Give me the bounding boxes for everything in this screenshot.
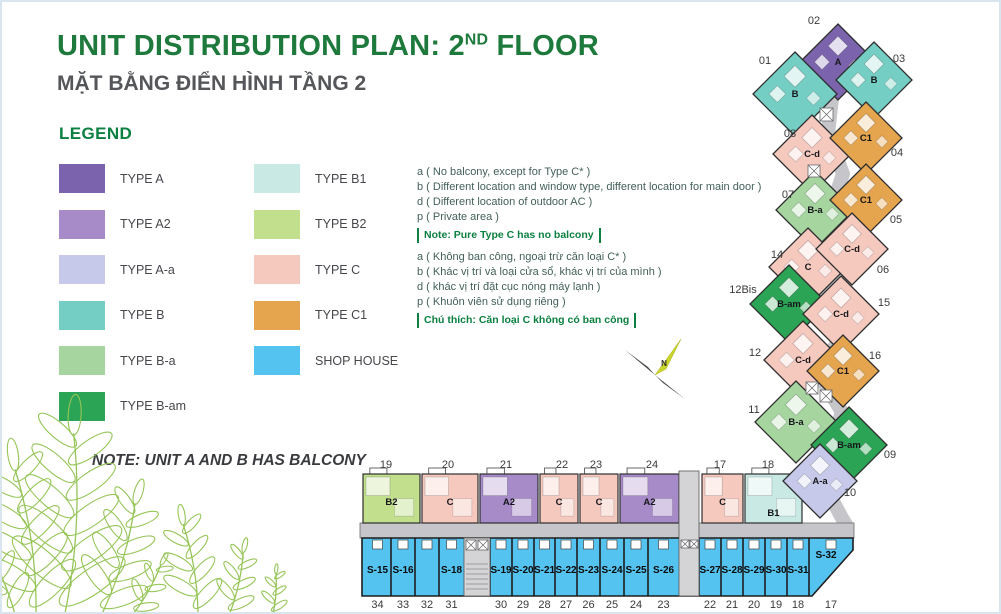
- unit-number: 14: [770, 249, 784, 261]
- row-unit: [480, 459, 538, 523]
- grid-number: 24: [629, 599, 643, 611]
- compass-north-icon: [625, 339, 685, 401]
- unit-type-label: C1: [859, 195, 873, 206]
- unit-type-label: B-a: [788, 417, 804, 428]
- site-plan-drawing: [2, 2, 1001, 614]
- note-line: p ( Private area ): [417, 211, 499, 223]
- tower-block: [729, 15, 912, 518]
- unit-type-label: C1: [836, 366, 850, 377]
- unit-number: 19: [379, 459, 393, 471]
- grid-number: 19: [769, 599, 783, 611]
- legend-label: TYPE C: [315, 262, 361, 277]
- elevator-shaft-icon: [466, 540, 476, 550]
- grid-number: 26: [582, 599, 595, 611]
- unit-type-label: B1: [767, 508, 780, 519]
- elevator-shaft-icon: [806, 382, 818, 394]
- unit-number: 02: [807, 15, 821, 27]
- grid-number: 31: [445, 599, 458, 611]
- grid-number: 20: [747, 599, 761, 611]
- unit-number: 20: [441, 459, 455, 471]
- unit-type-label: C: [804, 262, 812, 273]
- elevator-shaft-icon: [478, 540, 488, 550]
- grid-number: 29: [516, 599, 530, 611]
- unit-number: 03: [892, 53, 906, 65]
- grid-number: 27: [559, 599, 573, 611]
- elevator-shaft-icon: [681, 540, 689, 548]
- grid-number: 23: [657, 599, 670, 611]
- unit-number: 24: [645, 459, 659, 471]
- grid-number: 34: [371, 599, 384, 611]
- shop-label: S-27: [699, 565, 721, 576]
- unit-type-label: A2: [643, 497, 656, 508]
- legend-label: SHOP HOUSE: [315, 353, 399, 368]
- note-line: d ( khác vị trí đặt cục nóng máy lạnh ): [417, 281, 601, 293]
- grid-number: 30: [494, 599, 508, 611]
- unit-number: 11: [748, 404, 760, 416]
- unit-type-label: A2: [502, 497, 516, 508]
- unit-number: 17: [713, 459, 727, 471]
- grid-number: 32: [420, 599, 434, 611]
- unit-type-label: B2: [385, 497, 398, 508]
- unit-number: 05: [889, 214, 903, 226]
- elevator-shaft-icon: [808, 165, 820, 177]
- note-line: b ( Different location and window type, different location for main door ): [417, 181, 762, 193]
- unit-type-label: B-am: [837, 440, 861, 451]
- unit-number: 04: [890, 147, 904, 159]
- legend-label: TYPE A2: [120, 217, 171, 231]
- shop-label: S-25: [625, 565, 647, 576]
- shop-label: S-21: [533, 565, 556, 576]
- unit-type-label: C: [719, 497, 726, 508]
- unit-number: 08: [783, 128, 797, 140]
- unit-type-label: C: [595, 497, 603, 508]
- elevator-shaft-icon: [820, 390, 832, 402]
- unit-type-label: C: [446, 497, 454, 508]
- unit-type-label: C-d: [844, 244, 860, 255]
- foliage-decoration: [2, 394, 289, 614]
- unit-number: 07: [781, 189, 795, 201]
- unit-number: 09: [883, 449, 897, 461]
- note-line: d ( Different location of outdoor AC ): [417, 196, 593, 208]
- row-unit: [540, 459, 578, 523]
- page-title-text: UNIT DISTRIBUTION PLAN: 2: [57, 30, 465, 62]
- unit-type-label: B: [870, 75, 878, 86]
- unit-type-label: B-a: [807, 205, 823, 216]
- legend-label: TYPE B: [120, 308, 165, 322]
- unit-number: 23: [589, 459, 603, 471]
- legend-label: TYPE C1: [315, 308, 368, 322]
- row-unit: [580, 459, 618, 523]
- elevator-core: [679, 471, 699, 596]
- unit-type-label: C-d: [833, 309, 849, 320]
- note-line: a ( No balcony, except for Type C* ): [417, 166, 591, 178]
- shop-label: S-28: [721, 565, 743, 576]
- shop-label: S-26: [652, 565, 675, 576]
- unit-number: 01: [758, 55, 772, 67]
- unit-number: 10: [843, 487, 857, 499]
- elevator-shaft-icon: [820, 108, 833, 121]
- unit-number: 12: [748, 347, 762, 359]
- grid-number: 28: [538, 599, 551, 611]
- page-title-ordinal: ND: [464, 31, 489, 49]
- unit-type-label: B-am: [777, 299, 801, 310]
- shop-label: S-23: [577, 565, 600, 576]
- row-unit: [702, 459, 743, 523]
- shop-label: S-20: [512, 565, 534, 576]
- unit-number: 22: [555, 459, 569, 471]
- legend-label: TYPE B2: [315, 217, 367, 231]
- unit-number: 12Bis: [729, 284, 757, 296]
- note-highlight: Note: Pure Type C has no balcony: [417, 228, 601, 243]
- legend-label: TYPE B-am: [120, 399, 186, 413]
- unit-number: 06: [876, 264, 890, 276]
- shop-label: S-30: [765, 565, 787, 576]
- unit-type-label: A: [834, 57, 842, 68]
- shop-label: S-16: [392, 565, 414, 576]
- unit-number: 18: [761, 459, 775, 471]
- legend-label: TYPE A: [120, 171, 164, 186]
- page-subtitle: MẶT BẰNG ĐIỂN HÌNH TẦNG 2: [57, 72, 367, 95]
- legend-title: LEGEND: [59, 124, 133, 143]
- grid-number: 21: [725, 599, 739, 611]
- unit-type-label: B: [791, 89, 799, 100]
- grid-number: 17: [824, 599, 838, 611]
- grid-number: 22: [703, 599, 717, 611]
- note-line: a ( Không ban công, ngoại trừ căn loại C* ): [417, 251, 627, 263]
- page-title-suffix: FLOOR: [488, 30, 599, 62]
- row-unit: [363, 459, 420, 523]
- unit-type-label: A-a: [812, 476, 828, 487]
- row-unit: [422, 459, 478, 523]
- shop-label: S-15: [366, 565, 389, 576]
- shop-label: S-31: [787, 565, 809, 576]
- legend-label: TYPE B-a: [120, 353, 176, 368]
- shop-label: S-18: [440, 565, 463, 576]
- row-unit: [620, 459, 679, 523]
- unit-number: 21: [499, 459, 513, 471]
- legend-label: TYPE B1: [315, 171, 367, 186]
- unit-type-label: C: [555, 497, 563, 508]
- unit-number: 16: [868, 350, 882, 362]
- note-line: b ( Khác vị trí và loại cửa sổ, khác vị trí của mình ): [417, 266, 662, 278]
- unit-type-label: C-d: [804, 149, 820, 160]
- note-line: p ( Khuôn viên sử dụng riêng ): [417, 296, 566, 308]
- elevator-shaft-icon: [690, 540, 698, 548]
- unit-type-label: C1: [859, 133, 873, 144]
- shop-label: S-22: [555, 565, 577, 576]
- balcony-note: NOTE: UNIT A AND B HAS BALCONY: [92, 452, 366, 469]
- note-highlight: Chú thích: Căn loại C không có ban công: [417, 313, 636, 328]
- grid-number: 25: [605, 599, 619, 611]
- unit-type-label: C-d: [795, 355, 811, 366]
- grid-number: 33: [396, 599, 410, 611]
- shop-label: S-32: [815, 550, 837, 561]
- shop-label: S-24: [601, 565, 623, 576]
- grid-number: 18: [791, 599, 805, 611]
- shop-label: S-29: [743, 565, 765, 576]
- shop-label: S-19: [490, 565, 512, 576]
- unit-number: 15: [877, 297, 891, 309]
- legend-label: TYPE A-a: [120, 262, 175, 277]
- compass-north-label: N: [661, 359, 667, 368]
- shop-house-strip: [360, 459, 857, 611]
